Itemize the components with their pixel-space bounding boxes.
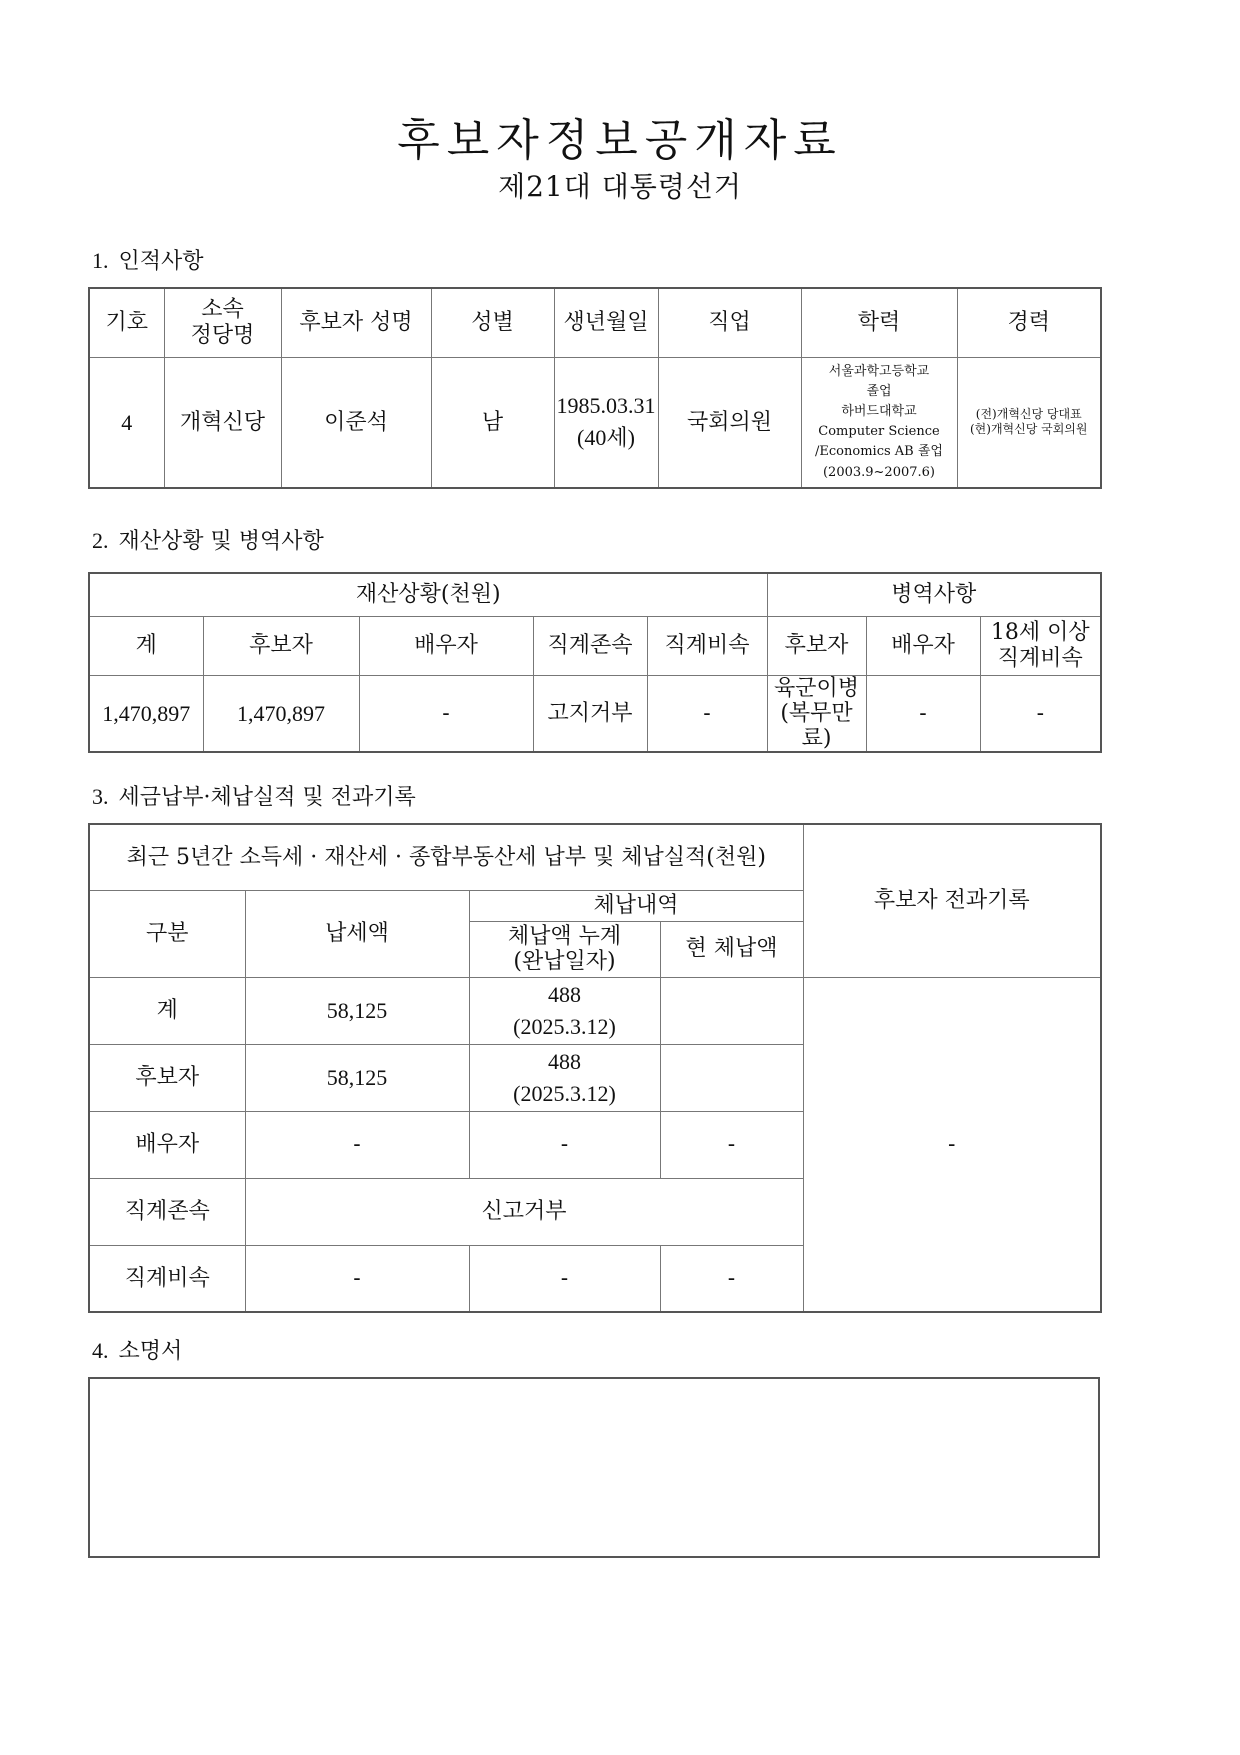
military-descendant: - [980, 675, 1101, 752]
candidate-party: 개혁신당 [164, 357, 281, 488]
tax-row-paid: - [245, 1245, 469, 1312]
property-header: 재산상황(천원) [89, 573, 767, 616]
col-header-total: 계 [89, 616, 203, 675]
tax-row-paid: 58,125 [245, 1044, 469, 1111]
col-header-paid: 납세액 [245, 890, 469, 977]
col-header-category: 구분 [89, 890, 245, 977]
property-ascendant: 고지거부 [533, 675, 647, 752]
tax-row-label: 직계비속 [89, 1245, 245, 1312]
col-header-name: 후보자 성명 [281, 288, 431, 357]
tax-row-label: 직계존속 [89, 1178, 245, 1245]
property-candidate: 1,470,897 [203, 675, 359, 752]
section4-number: 4. [92, 1338, 109, 1363]
military-header: 병역사항 [767, 573, 1101, 616]
tax-row-current [660, 1044, 803, 1111]
candidate-gender: 남 [431, 357, 554, 488]
section3-title: 세금납부·체납실적 및 전과기록 [118, 785, 416, 810]
property-military-table [88, 572, 1102, 753]
col-header-job: 직업 [658, 288, 801, 357]
col-header-career: 경력 [957, 288, 1101, 357]
crime-record: - [803, 977, 1101, 1312]
tax-row-current [660, 977, 803, 1044]
section4-heading [92, 1334, 182, 1365]
candidate-birth: 1985.03.31 (40세) [554, 357, 658, 488]
property-total: 1,470,897 [89, 675, 203, 752]
tax-row-label: 후보자 [89, 1044, 245, 1111]
personal-info-table [88, 287, 1102, 489]
tax-row-arrears: - [469, 1111, 660, 1178]
military-spouse: - [866, 675, 980, 752]
col-header-ascendant: 직계존속 [533, 616, 647, 675]
tax-row-arrears: 488 (2025.3.12) [469, 1044, 660, 1111]
col-header-arrears-current: 현 체납액 [660, 921, 803, 977]
document-subtitle: 제21대 대통령선거 [498, 170, 742, 203]
section3-heading [92, 780, 416, 811]
property-spouse: - [359, 675, 533, 752]
military-candidate: 육군이병 (복무만료) [767, 675, 866, 752]
col-header-gender: 성별 [431, 288, 554, 357]
col-header-candidate: 후보자 [203, 616, 359, 675]
tax-row-current: - [660, 1245, 803, 1312]
col-header-mil-candidate: 후보자 [767, 616, 866, 675]
candidate-education: 서울과학고등학교 졸업 하버드대학교 Computer Science /Economics AB 졸업 (2003.9~2007.6) [801, 357, 957, 488]
tax-row-paid: - [245, 1111, 469, 1178]
section3-number: 3. [92, 784, 109, 809]
candidate-career: (전)개혁신당 당대표 (현)개혁신당 국회의원 [957, 357, 1101, 488]
tax-row-paid: 58,125 [245, 977, 469, 1044]
tax-record-table [88, 823, 1102, 1313]
statement-box [88, 1377, 1100, 1558]
col-header-education: 학력 [801, 288, 957, 357]
section1-heading [92, 244, 204, 275]
tax-row-label: 배우자 [89, 1111, 245, 1178]
crime-header: 후보자 전과기록 [803, 824, 1101, 977]
property-descendant: - [647, 675, 767, 752]
candidate-name: 이준석 [281, 357, 431, 488]
candidate-job: 국회의원 [658, 357, 801, 488]
section2-title: 재산상황 및 병역사항 [118, 529, 324, 554]
col-header-arrears-group: 체납내역 [469, 890, 803, 921]
col-header-no: 기호 [89, 288, 164, 357]
statement-content [89, 1378, 1099, 1557]
section2-number: 2. [92, 528, 109, 553]
section1-title: 인적사항 [118, 249, 204, 274]
col-header-spouse: 배우자 [359, 616, 533, 675]
col-header-birth: 생년월일 [554, 288, 658, 357]
section4-title: 소명서 [118, 1339, 183, 1364]
section2-heading [92, 524, 324, 555]
col-header-mil-descendant: 18세 이상 직계비속 [980, 616, 1101, 675]
tax-row-current: - [660, 1111, 803, 1178]
candidate-number: 4 [89, 357, 164, 488]
section1-number: 1. [92, 248, 109, 273]
col-header-arrears-total: 체납액 누계 (완납일자) [469, 921, 660, 977]
tax-row-arrears: 488 (2025.3.12) [469, 977, 660, 1044]
col-header-descendant: 직계비속 [647, 616, 767, 675]
tax-header: 최근 5년간 소득세 · 재산세 · 종합부동산세 납부 및 체납실적(천원) [89, 824, 803, 890]
col-header-party: 소속 정당명 [164, 288, 281, 357]
tax-row-arrears: - [469, 1245, 660, 1312]
col-header-mil-spouse: 배우자 [866, 616, 980, 675]
tax-row-merged: 신고거부 [245, 1178, 803, 1245]
document-title: 후보자정보공개자료 [397, 115, 843, 166]
tax-row-label: 계 [89, 977, 245, 1044]
